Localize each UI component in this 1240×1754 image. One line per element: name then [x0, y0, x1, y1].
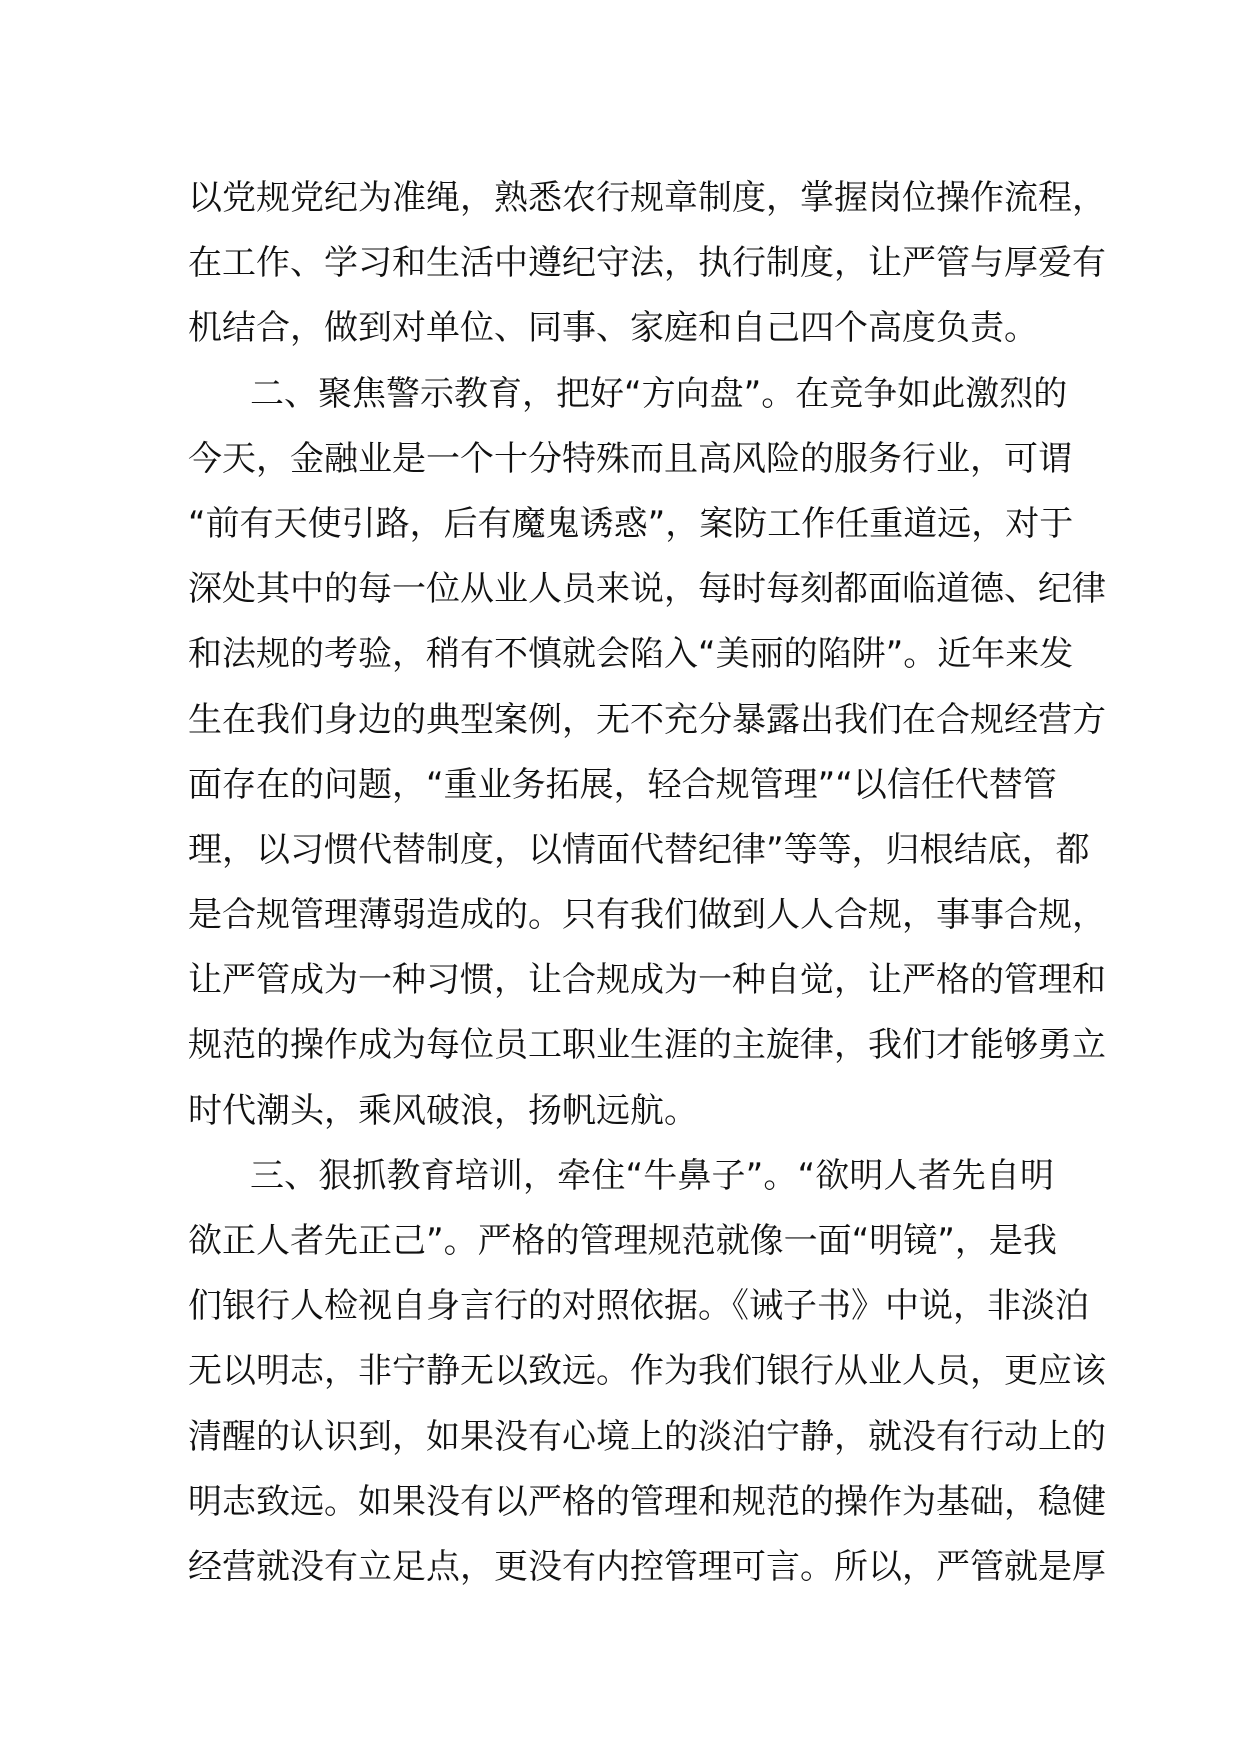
- body-text: [188, 166, 1106, 1600]
- text-line: 在工作、学习和生活中遵纪守法，执行制度，让严管与厚爱有: [188, 243, 1106, 284]
- text-line: 们银行人检视自身言行的对照依据。《诫子书》中说，非淡泊: [188, 1286, 1089, 1327]
- text-line: 面存在的问题，“重业务拓展，轻合规管理”“以信任代替管: [188, 764, 1057, 805]
- text-line: 以党规党纪为准绳，熟悉农行规章制度，掌握岗位操作流程，: [188, 178, 1106, 218]
- text-line: 深处其中的每一位从业人员来说，每时每刻都面临道德、纪律: [188, 569, 1106, 610]
- text-line: 清醒的认识到，如果没有心境上的淡泊宁静，就没有行动上的: [188, 1416, 1106, 1457]
- text-line: 机结合，做到对单位、同事、家庭和自己四个高度负责。: [188, 308, 1038, 349]
- text-line: 时代潮头，乘风破浪，扬帆远航。: [188, 1090, 698, 1131]
- text-line: “前有天使引路，后有魔鬼诱惑”，案防工作任重道远，对于: [188, 503, 1074, 544]
- section-heading-line: 二、聚焦警示教育，把好“方向盘”。在竞争如此激烈的: [250, 373, 1068, 414]
- text-line: 生在我们身边的典型案例，无不充分暴露出我们在合规经营方: [188, 699, 1106, 740]
- text-line: 无以明志，非宁静无以致远。作为我们银行从业人员，更应该: [188, 1351, 1106, 1392]
- text-line: 规范的操作成为每位员工职业生涯的主旋律，我们才能够勇立: [188, 1025, 1106, 1066]
- text-line: 理，以习惯代替制度，以情面代替纪律”等等，归根结底，都: [188, 829, 1090, 870]
- section-heading-line: 三、狠抓教育培训，牵住“牛鼻子”。“欲明人者先自明: [250, 1155, 1054, 1196]
- text-line: 是合规管理薄弱造成的。只有我们做到人人合规，事事合规，: [188, 895, 1106, 936]
- text-line: 今天，金融业是一个十分特殊而且高风险的服务行业，可谓: [188, 438, 1072, 479]
- text-line: 明志致远。如果没有以严格的管理和规范的操作为基础，稳健: [188, 1481, 1106, 1522]
- text-line: 欲正人者先正己”。严格的管理规范就像一面“明镜”，是我: [188, 1221, 1057, 1261]
- text-line: 让严管成为一种习惯，让合规成为一种自觉，让严格的管理和: [188, 960, 1106, 1001]
- text-line: 和法规的考验，稍有不慎就会陷入“美丽的陷阱”。近年来发: [188, 634, 1074, 675]
- text-line: 经营就没有立足点，更没有内控管理可言。所以，严管就是厚: [188, 1546, 1106, 1587]
